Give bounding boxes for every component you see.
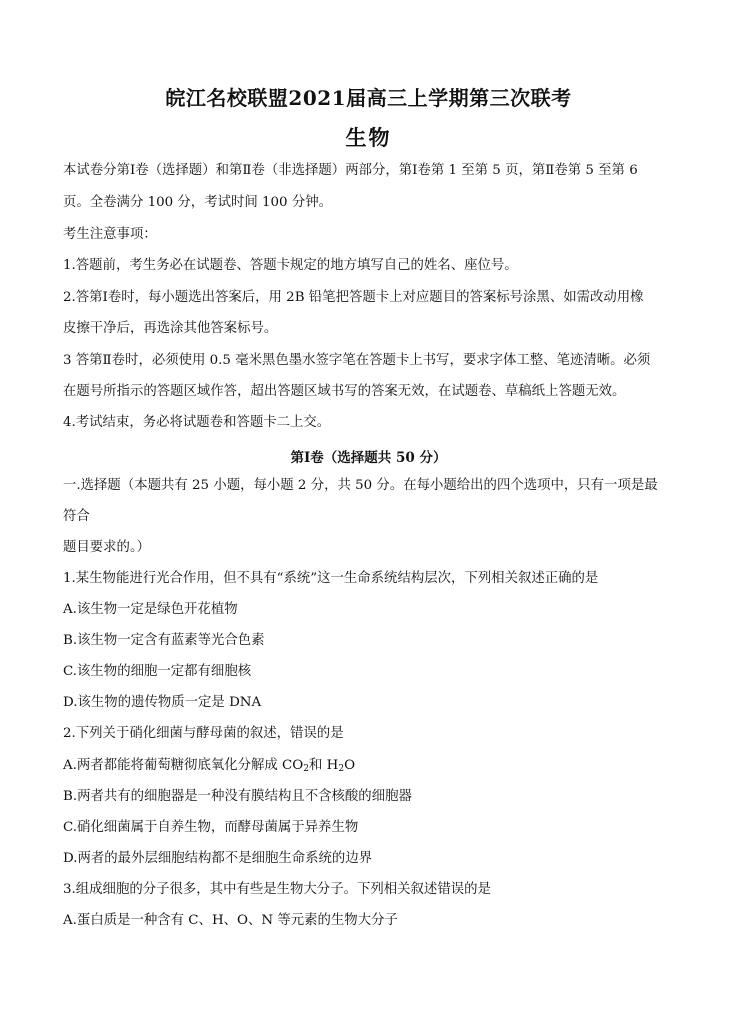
q2-a-subscript-2: 2 xyxy=(338,764,345,774)
q2-a-text: A.两者都能将葡萄糖彻底氧化分解成 CO xyxy=(63,758,304,773)
notice-item-2-line-2: 皮擦干净后，再选涂其他答案标号。 xyxy=(63,321,278,336)
question-2-option-b: B.两者共有的细胞器是一种没有膜结构且不含核酸的细胞器 xyxy=(63,789,412,804)
question-1-option-c: C.该生物的细胞一定都有细胞核 xyxy=(63,664,252,679)
question-3-stem: 3.组成细胞的分子很多，其中有些是生物大分子。下列相关叙述错误的是 xyxy=(63,882,491,897)
intro-line-2: 页。全卷满分 100 分，考试时间 100 分钟。 xyxy=(63,195,333,210)
intro-line-1: 本试卷分第Ⅰ卷（选择题）和第Ⅱ卷（非选择题）两部分，第Ⅰ卷第 1 至第 5 页，第Ⅱ卷第 5 至第 6 xyxy=(63,163,638,178)
notice-item-1: 1.答题前，考生务必在试题卷、答题卡规定的地方填写自己的姓名、座位号。 xyxy=(63,258,518,273)
notice-item-2-line-1: 2.答第Ⅰ卷时，每小题选出答案后，用 2B 铅笔把答题卡上对应题目的答案标号涂黑、如需改动用橡 xyxy=(63,290,644,305)
question-2-stem: 2.下列关于硝化细菌与酵母菌的叙述，错误的是 xyxy=(63,726,344,741)
question-1-option-d: D.该生物的遗传物质一定是 DNA xyxy=(63,695,262,710)
notice-item-4: 4.考试结束，务必将试题卷和答题卡二上交。 xyxy=(63,415,331,430)
question-2-option-c: C.硝化细菌属于自养生物，而酵母菌属于异养生物 xyxy=(63,820,359,835)
question-2-option-a xyxy=(63,758,683,774)
subject-title: 生物 xyxy=(345,125,392,150)
q2-a-text-end: O xyxy=(344,758,356,773)
q2-a-subscript-1: 2 xyxy=(303,764,309,774)
notice-heading: 考生注意事项： xyxy=(63,227,157,242)
question-1-option-a: A.该生物一定是绿色开花植物 xyxy=(63,602,238,617)
question-2-option-d: D.两者的最外层细胞结构都不是细胞生命系统的边界 xyxy=(63,851,373,866)
section-instruction-line-1: 一.选择题（本题共有 25 小题，每小题 2 分，共 50 分。在每小题给出的四个选项中，只有一项是最 xyxy=(63,478,658,493)
exam-title: 皖江名校联盟2021届高三上学期第三次联考 xyxy=(165,86,572,110)
question-1-stem: 1.某生物能进行光合作用，但不具有“系统”这一生命系统结构层次，下列相关叙述正确的是 xyxy=(63,571,599,586)
notice-item-3-line-2: 在题号所指示的答题区域作答，超出答题区域书写的答案无效，在试题卷、草稿纸上答题无效。 xyxy=(63,384,626,399)
notice-item-3-line-1: 3 答第Ⅱ卷时，必须使用 0.5 毫米黑色墨水签字笔在答题卡上书写，要求字体工整、笔迹清晰。必须 xyxy=(63,353,651,368)
section-instruction-line-2: 符合 xyxy=(63,509,90,524)
question-1-option-b: B.该生物一定含有蓝素等光合色素 xyxy=(63,633,265,648)
section-instruction-line-3: 题目要求的。） xyxy=(63,540,151,555)
q2-a-text-mid: 和 H xyxy=(309,758,339,773)
section-heading: 第Ⅰ卷（选择题共 50 分） xyxy=(290,450,447,466)
question-3-option-a: A.蛋白质是一种含有 C、H、O、N 等元素的生物大分子 xyxy=(63,913,398,928)
